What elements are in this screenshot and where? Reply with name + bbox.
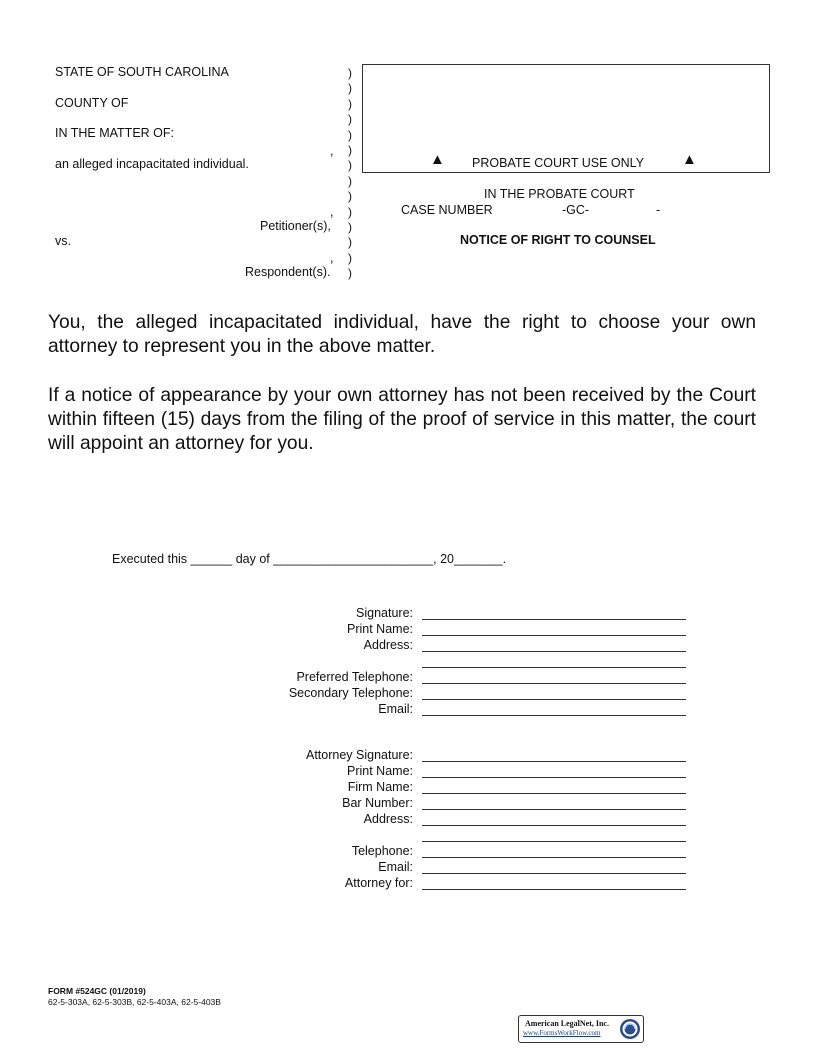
attorney-for-label: Attorney for: [344, 876, 413, 890]
attorney-print-name-label: Print Name: [347, 764, 413, 778]
comma-mark: , [330, 251, 334, 265]
secondary-telephone-label: Secondary Telephone: [288, 686, 413, 700]
preferred-telephone-line[interactable] [422, 683, 686, 684]
address-label: Address: [363, 638, 413, 652]
globe-icon [619, 1018, 641, 1040]
paren: ) [348, 112, 352, 127]
court-name: IN THE PROBATE COURT [484, 187, 635, 201]
statute-references: 62-5-303A, 62-5-303B, 62-5-403A, 62-5-403B [48, 997, 221, 1007]
executed-date-line[interactable]: Executed this ______ day of _______________________, 20_______. [112, 552, 507, 566]
attorney-address-line-2[interactable] [422, 841, 686, 842]
paragraph-right-to-choose: You, the alleged incapacitated individual, have the right to choose your own attorney to represent you in the above matter. [48, 312, 756, 357]
paren: ) [348, 235, 352, 250]
paren: ) [348, 127, 352, 142]
paren: ) [348, 158, 352, 173]
paren: ) [348, 189, 352, 204]
attorney-address-label: Address: [363, 812, 413, 826]
state-label: STATE OF SOUTH CAROLINA [55, 65, 229, 79]
signature-line[interactable] [422, 619, 686, 620]
paren: ) [348, 250, 352, 265]
paren: ) [348, 66, 352, 80]
print-name-line[interactable] [422, 635, 686, 636]
attorney-email-label: Email: [378, 860, 413, 874]
firm-name-label: Firm Name: [347, 780, 413, 794]
bar-number-line[interactable] [422, 809, 686, 810]
up-arrow-icon: ▲ [430, 151, 445, 168]
preferred-telephone-label: Preferred Telephone: [296, 670, 413, 684]
attorney-address-line-1[interactable] [422, 825, 686, 826]
case-gc-label: -GC- [562, 203, 590, 217]
print-name-label: Print Name: [347, 622, 413, 636]
logo-company-name: American LegalNet, Inc. [525, 1019, 609, 1028]
attorney-signature-label: Attorney Signature: [305, 748, 413, 762]
bar-number-label: Bar Number: [342, 796, 413, 810]
paragraph-appointment-notice: If a notice of appearance by your own attorney has not been received by the Court within fifteen (15) days from the filing of the proof of service in this matter, the court will appoint an attorney for you. [48, 385, 756, 454]
probate-use-only-label: PROBATE COURT USE ONLY [472, 156, 645, 170]
paren: ) [348, 96, 352, 111]
petitioner-label: Petitioner(s), [260, 219, 331, 233]
county-label: COUNTY OF [55, 96, 129, 110]
paren: ) [348, 173, 352, 188]
form-number: FORM #524GC (01/2019) [48, 986, 146, 996]
paren: ) [348, 219, 352, 234]
respondent-label: Respondent(s). [245, 265, 331, 279]
email-label: Email: [378, 702, 413, 716]
paren: ) [348, 81, 352, 96]
probate-court-use-box [362, 64, 770, 173]
up-arrow-icon: ▲ [682, 151, 697, 168]
logo-url-link[interactable]: www.FormsWorkFlow.com [523, 1029, 601, 1037]
attorney-telephone-label: Telephone: [351, 844, 413, 858]
comma-mark: , [330, 144, 334, 158]
vs-label: vs. [55, 234, 71, 248]
alleged-individual-label: an alleged incapacitated individual. [55, 157, 249, 171]
case-dash-label: - [656, 203, 661, 217]
in-the-matter-label: IN THE MATTER OF: [55, 126, 174, 140]
secondary-telephone-line[interactable] [422, 699, 686, 700]
address-line-1[interactable] [422, 651, 686, 652]
firm-name-line[interactable] [422, 793, 686, 794]
paren: ) [348, 142, 352, 157]
paren: ) [348, 266, 352, 281]
paren: ) [348, 204, 352, 219]
attorney-print-name-line[interactable] [422, 777, 686, 778]
attorney-telephone-line[interactable] [422, 857, 686, 858]
attorney-signature-line[interactable] [422, 761, 686, 762]
signature-label: Signature: [356, 606, 413, 620]
email-line[interactable] [422, 715, 686, 716]
american-legalnet-logo[interactable] [518, 1015, 644, 1043]
attorney-for-line[interactable] [422, 889, 686, 890]
comma-mark: , [330, 205, 334, 219]
caption-parenthesis-column [348, 66, 356, 281]
document-title: NOTICE OF RIGHT TO COUNSEL [460, 233, 656, 247]
address-line-2[interactable] [422, 667, 686, 668]
case-number-label: CASE NUMBER [401, 203, 493, 217]
attorney-email-line[interactable] [422, 873, 686, 874]
